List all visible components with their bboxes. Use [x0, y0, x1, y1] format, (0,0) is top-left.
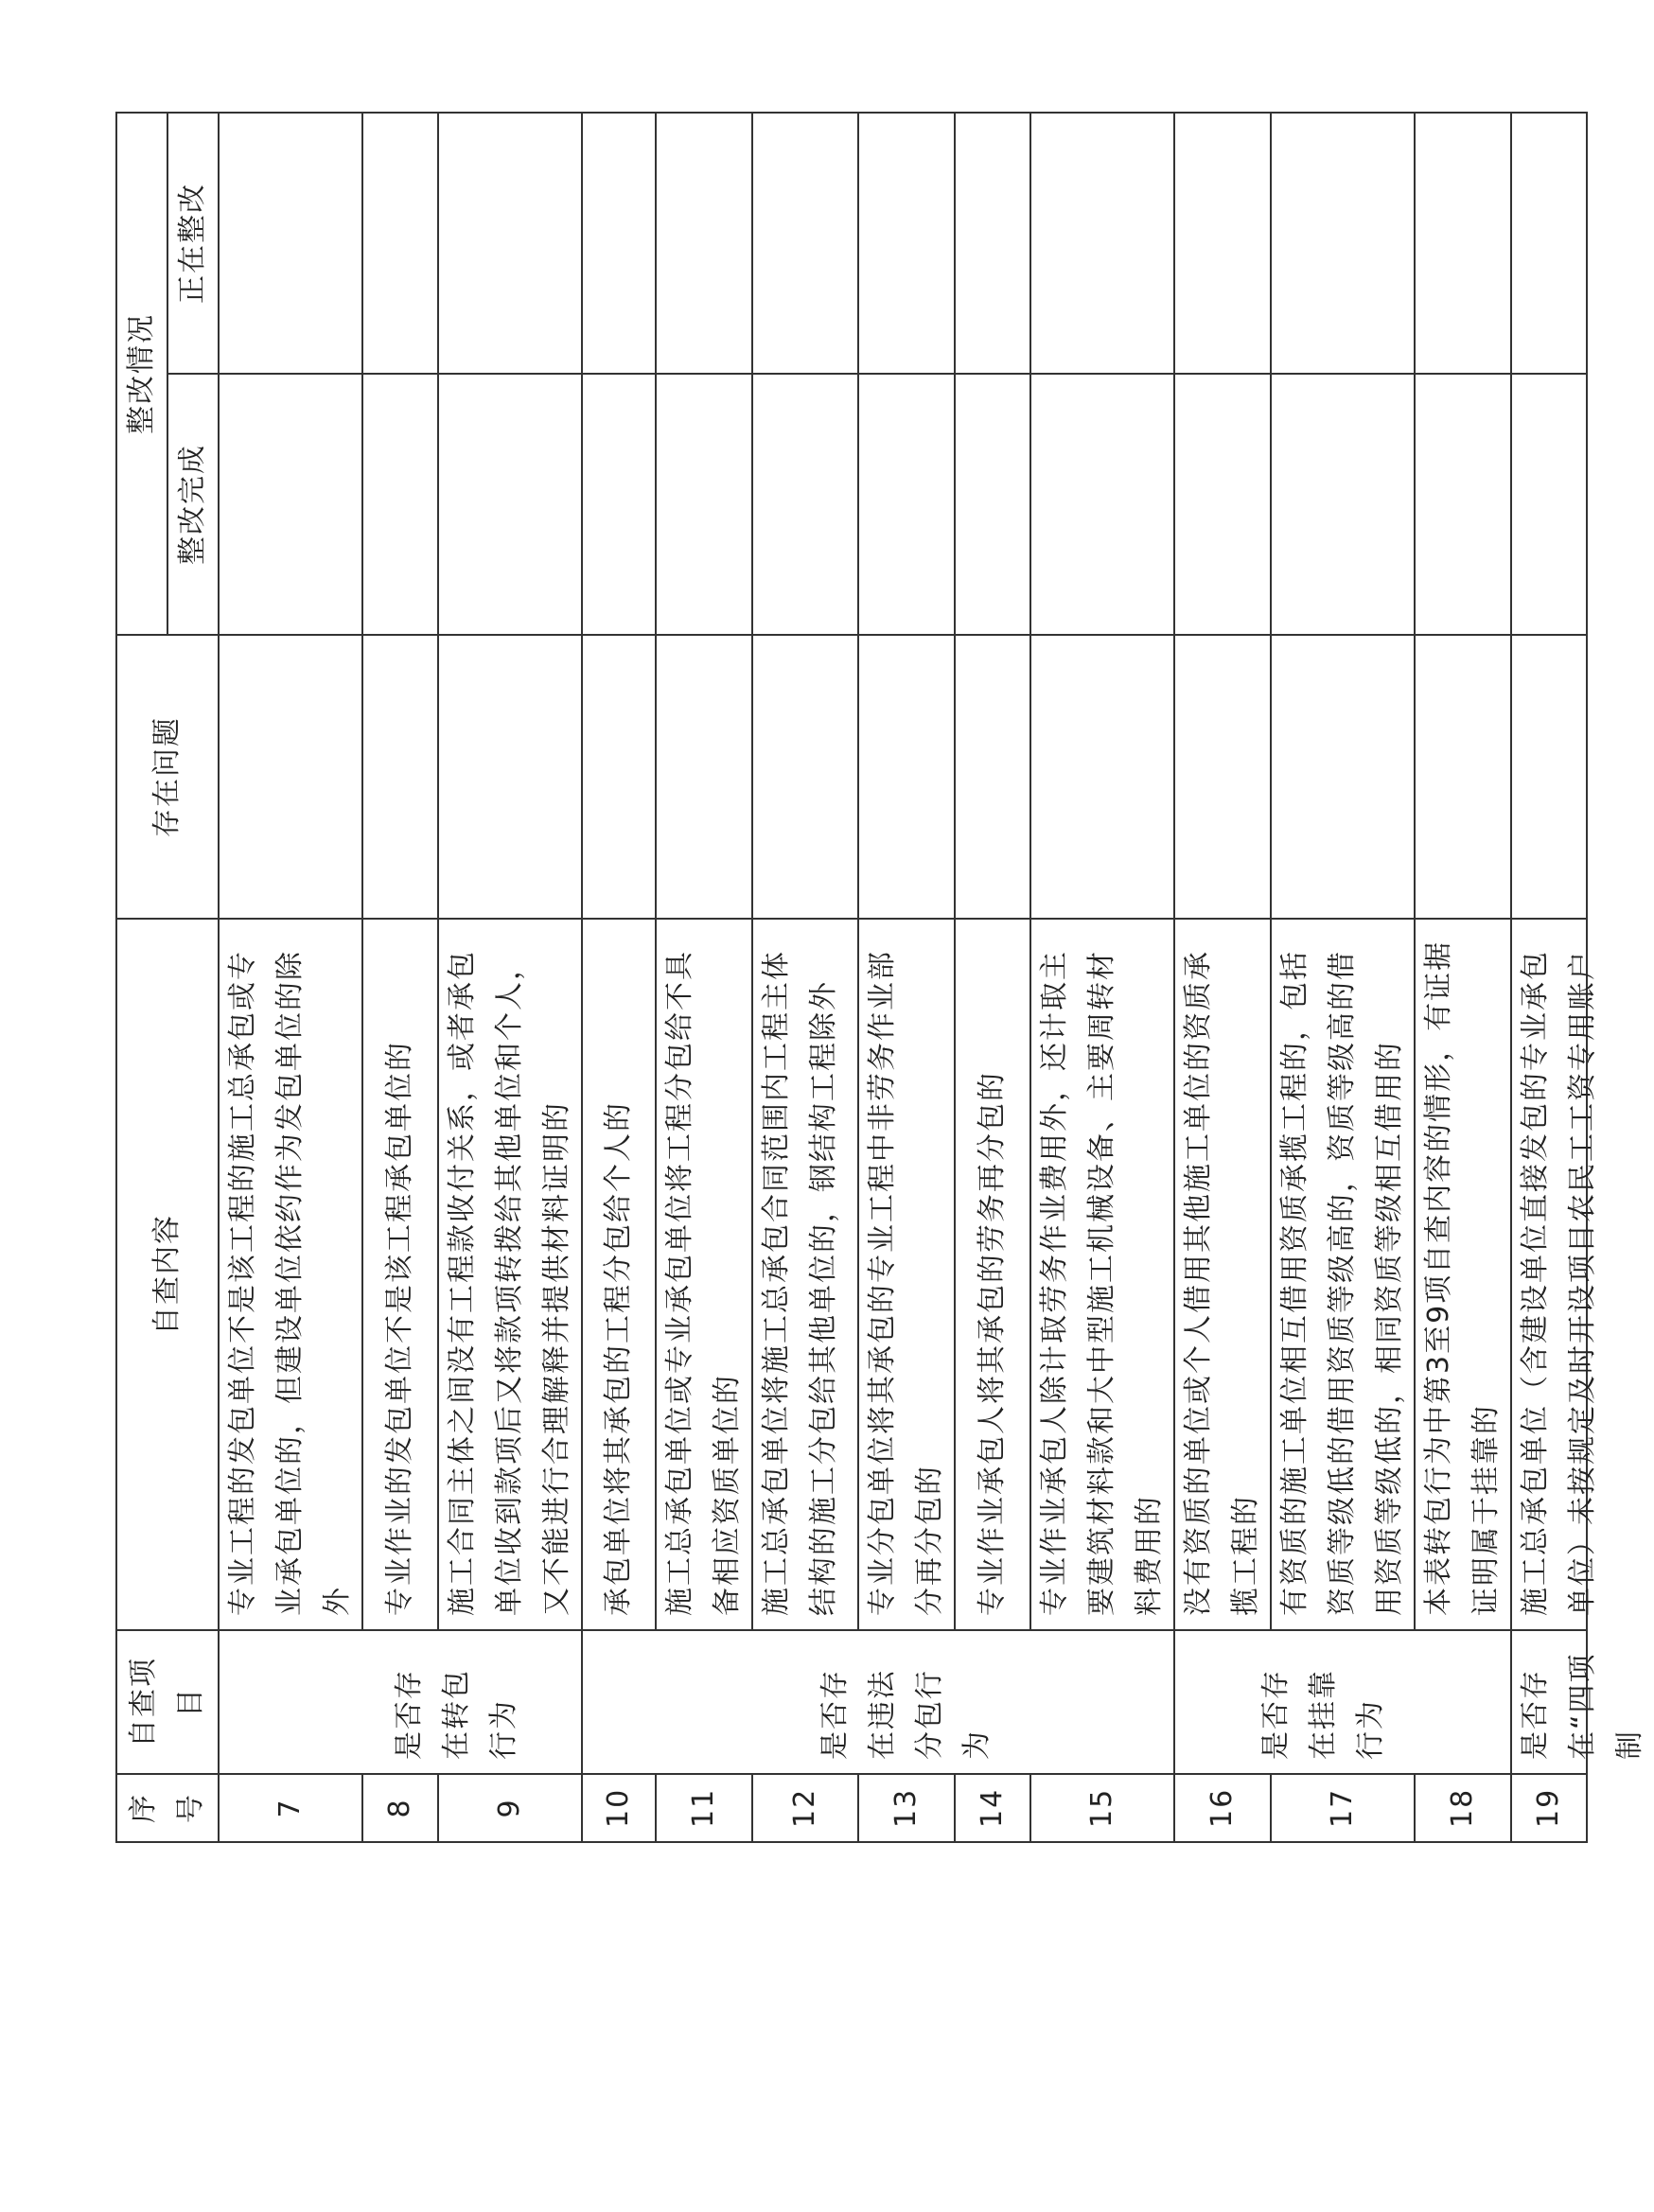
table-row [1030, 113, 1174, 1842]
table-row [438, 113, 582, 1842]
ongoing-cell[interactable] [1271, 113, 1415, 374]
problem-cell[interactable] [1030, 635, 1174, 919]
header-ongoing: 正在整改 [167, 113, 219, 374]
header-done: 整改完成 [167, 374, 219, 635]
table-row [656, 113, 752, 1842]
done-cell[interactable] [858, 374, 955, 635]
row-number: 10 [582, 1774, 656, 1842]
content-cell: 专业分包单位将其承包的专业工程中非劳务作业部分再分包的 [858, 919, 955, 1630]
ongoing-cell[interactable] [1174, 113, 1271, 374]
content-cell: 专业作业承包人除计取劳务作业费用外，还计取主要建筑材料款和大中型施工机械设备、主要周转材料费用的 [1030, 919, 1174, 1630]
row-number: 15 [1030, 1774, 1174, 1842]
problem-cell[interactable] [582, 635, 656, 919]
done-cell[interactable] [1271, 374, 1415, 635]
ongoing-cell[interactable] [656, 113, 752, 374]
problem-cell[interactable] [656, 635, 752, 919]
table-row [1271, 113, 1415, 1842]
content-cell: 没有资质的单位或个人借用其他施工单位的资质承揽工程的 [1174, 919, 1271, 1630]
content-cell: 专业作业承包人将其承包的劳务再分包的 [955, 919, 1030, 1630]
table-row [752, 113, 858, 1842]
problem-cell[interactable] [438, 635, 582, 919]
row-number: 9 [438, 1774, 582, 1842]
header-row [116, 113, 167, 1842]
header-content: 自查内容 [116, 919, 219, 1630]
done-cell[interactable] [955, 374, 1030, 635]
row-number: 8 [362, 1774, 438, 1842]
row-number: 12 [752, 1774, 858, 1842]
table-row [1415, 113, 1511, 1842]
row-number: 17 [1271, 1774, 1415, 1842]
content-cell: 有资质的施工单位相互借用资质承揽工程的，包括资质等级低的借用资质等级高的，资质等级高的借用资质等级低的，相同资质等级相互借用的 [1271, 919, 1415, 1630]
content-cell: 施工合同主体之间没有工程款收付关系，或者承包单位收到款项后又将款项转拨给其他单位和个人，又不能进行合理解释并提供材料证明的 [438, 919, 582, 1630]
table-row [858, 113, 955, 1842]
table-row [1174, 113, 1271, 1842]
problem-cell[interactable] [1174, 635, 1271, 919]
problem-cell[interactable] [858, 635, 955, 919]
content-cell: 施工总承包单位或专业承包单位将工程分包给不具备相应资质单位的 [656, 919, 752, 1630]
problem-cell[interactable] [955, 635, 1030, 919]
content-cell: 承包单位将其承包的工程分包给个人的 [582, 919, 656, 1630]
header-category: 自查项目 [116, 1630, 219, 1774]
problem-cell[interactable] [219, 635, 362, 919]
ongoing-cell[interactable] [1415, 113, 1511, 374]
problem-cell[interactable] [1415, 635, 1511, 919]
done-cell[interactable] [582, 374, 656, 635]
content-cell: 本表转包行为中第3至9项自查内容的情形，有证据证明属于挂靠的 [1415, 919, 1511, 1630]
problem-cell[interactable] [362, 635, 438, 919]
table-row [582, 113, 656, 1842]
row-number: 13 [858, 1774, 955, 1842]
header-problem: 存在问题 [116, 635, 219, 919]
done-cell[interactable] [1174, 374, 1271, 635]
done-cell[interactable] [1415, 374, 1511, 635]
ongoing-cell[interactable] [362, 113, 438, 374]
ongoing-cell[interactable] [438, 113, 582, 374]
ongoing-cell[interactable] [1511, 113, 1587, 374]
done-cell[interactable] [219, 374, 362, 635]
content-cell: 专业工程的发包单位不是该工程的施工总承包或专业承包单位的，但建设单位依约作为发包单位的除外 [219, 919, 362, 1630]
ongoing-cell[interactable] [1030, 113, 1174, 374]
header-rectification: 整改情况 [116, 113, 167, 635]
self-check-table [115, 112, 1646, 1843]
done-cell[interactable] [1030, 374, 1174, 635]
done-cell[interactable] [656, 374, 752, 635]
content-cell: 施工总承包单位将施工总承包合同范围内工程主体结构的施工分包给其他单位的，钢结构工程除外 [752, 919, 858, 1630]
row-number: 11 [656, 1774, 752, 1842]
table-row [1511, 113, 1587, 1842]
row-number: 14 [955, 1774, 1030, 1842]
ongoing-cell[interactable] [219, 113, 362, 374]
problem-cell[interactable] [1271, 635, 1415, 919]
ongoing-cell[interactable] [858, 113, 955, 374]
category-cell: 是否存在违法分包行为 [582, 1630, 1174, 1774]
header-no: 序号 [116, 1774, 219, 1842]
row-number: 7 [219, 1774, 362, 1842]
table-row [955, 113, 1030, 1842]
content-cell: 施工总承包单位（含建设单位直接发包的专业承包单位）未按规定及时开设项目农民工工资专用账户 [1511, 919, 1587, 1630]
ongoing-cell[interactable] [955, 113, 1030, 374]
row-number: 18 [1415, 1774, 1511, 1842]
table-row [362, 113, 438, 1842]
done-cell[interactable] [752, 374, 858, 635]
row-number: 16 [1174, 1774, 1271, 1842]
problem-cell[interactable] [752, 635, 858, 919]
table-row [219, 113, 362, 1842]
ongoing-cell[interactable] [752, 113, 858, 374]
done-cell[interactable] [362, 374, 438, 635]
category-cell: 是否存在挂靠行为 [1174, 1630, 1511, 1774]
done-cell[interactable] [438, 374, 582, 635]
content-cell: 专业作业的发包单位不是该工程承包单位的 [362, 919, 438, 1630]
row-number: 19 [1511, 1774, 1587, 1842]
ongoing-cell[interactable] [582, 113, 656, 374]
problem-cell[interactable] [1511, 635, 1587, 919]
category-cell: 是否存在转包行为 [219, 1630, 582, 1774]
category-cell: 是否存在“四项制 [1511, 1630, 1587, 1774]
done-cell[interactable] [1511, 374, 1587, 635]
